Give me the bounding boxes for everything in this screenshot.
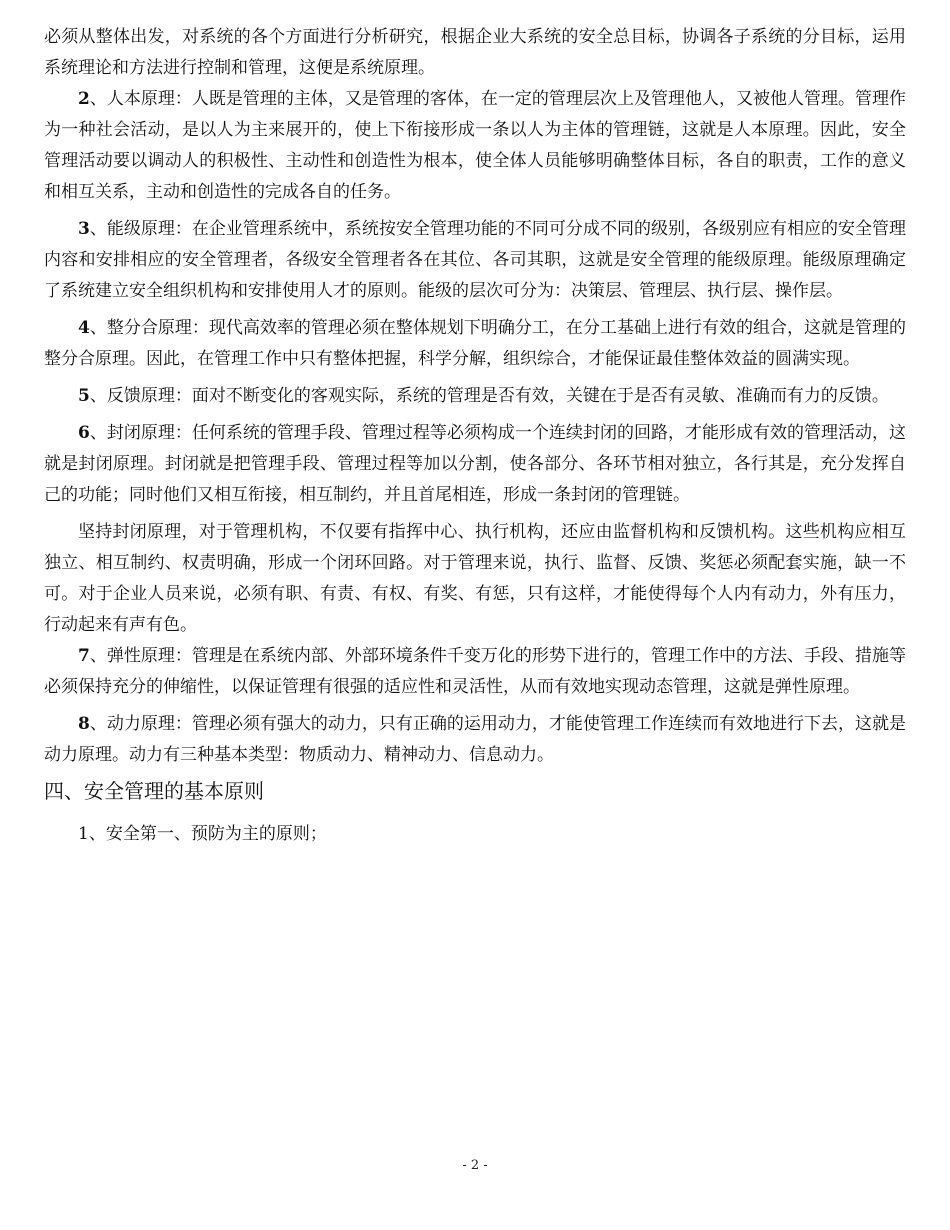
paragraph-elasticity-principle — [44, 641, 906, 703]
paragraph-energy-level-principle — [44, 214, 906, 307]
paragraph-feedback-principle — [44, 381, 906, 412]
paragraph-humanistic-principle — [44, 84, 906, 208]
paragraph-system-principle-continued — [44, 22, 906, 84]
paragraph-text: 、弹性原理：管理是在系统内部、外部环境条件千变万化的形势下进行的，管理工作中的方法、手段、措施等必须保持充分的伸缩性，以保证管理有很强的适应性和灵活性，从而有效地实现动态管理，这就是弹性原理。 — [44, 646, 906, 697]
paragraph-text: 、整分合原理：现代高效率的管理必须在整体规划下明确分工，在分工基础上进行有效的组合，这就是管理的整分合原理。因此，在管理工作中只有整体把握，科学分解，组织综合，才能保证最佳整体效益的圆满实现。 — [44, 318, 906, 369]
paragraph-text: 、动力原理：管理必须有强大的动力，只有正确的运用动力，才能使管理工作连续而有效地进行下去，这就是动力原理。动力有三种基本类型：物质动力、精神动力、信息动力。 — [44, 714, 906, 765]
paragraph-closure-principle-detail — [44, 517, 906, 641]
paragraph-text: 、封闭原理：任何系统的管理手段、管理过程等必须构成一个连续封闭的回路，才能形成有效的管理活动，这就是封闭原理。封闭就是把管理手段、管理过程等加以分割，使各部分、各环节相对独立，各行其是，充分发挥自己的功能；同时他们又相互衔接，相互制约，并且首尾相连，形成一条封闭的管理链。 — [44, 423, 906, 505]
paragraph-text: 坚持封闭原理，对于管理机构，不仅要有指挥中心、执行机构，还应由监督机构和反馈机构。这些机构应相互独立、相互制约、权责明确，形成一个闭环回路。对于管理来说，执行、监督、反馈、奖惩必须配套实施，缺一不可。对于企业人员来说，必须有职、有责、有权、有奖、有惩，只有这样，才能使得每个人内有动力，外有压力，行动起来有声有色。 — [44, 522, 906, 635]
item-number: 2 — [78, 89, 90, 109]
paragraph-text: 、人本原理：人既是管理的主体，又是管理的客体，在一定的管理层次上及管理他人，又被他人管理。管理作为一种社会活动，是以人为主来展开的，使上下衔接形成一条以人为主体的管理链，这就是人本原理。因此，安全管理活动要以调动人的积极性、主动性和创造性为根本，使全体人员能够明确整体目标，各自的职责，工作的意义和相互关系，主动和创造性的完成各自的任务。 — [44, 89, 906, 202]
paragraph-text: 必须从整体出发，对系统的各个方面进行分析研究，根据企业大系统的安全总目标，协调各子系统的分目标，运用系统理论和方法进行控制和管理，这便是系统原理。 — [44, 27, 906, 78]
paragraph-closure-principle — [44, 418, 906, 511]
paragraph-text: 、反馈原理：面对不断变化的客观实际，系统的管理是否有效，关键在于是否有灵敏、准确而有力的反馈。 — [89, 386, 889, 406]
paragraph-motivation-principle — [44, 709, 906, 771]
item-number: 8 — [78, 714, 90, 734]
paragraph-text: 、能级原理：在企业管理系统中，系统按安全管理功能的不同可分成不同的级别，各级别应有相应的安全管理内容和安排相应的安全管理者，各级安全管理者各在其位、各司其职，这就是安全管理的能级原理。能级原理确定了系统建立安全组织机构和安排使用人才的原则。能级的层次可分为：决策层、管理层、执行层、操作层。 — [44, 219, 906, 301]
item-number: 3 — [78, 219, 90, 239]
section-heading: 四、安全管理的基本原则 — [44, 779, 264, 803]
item-number: 7 — [78, 646, 90, 666]
paragraph-integration-principle — [44, 313, 906, 375]
document-body — [44, 22, 906, 850]
item-number: 4 — [78, 318, 90, 338]
principle-list-item: 1、安全第一、预防为主的原则； — [78, 824, 327, 844]
item-number: 5 — [78, 386, 90, 406]
page-number: - 2 - — [462, 1158, 488, 1173]
item-number: 6 — [78, 423, 90, 443]
